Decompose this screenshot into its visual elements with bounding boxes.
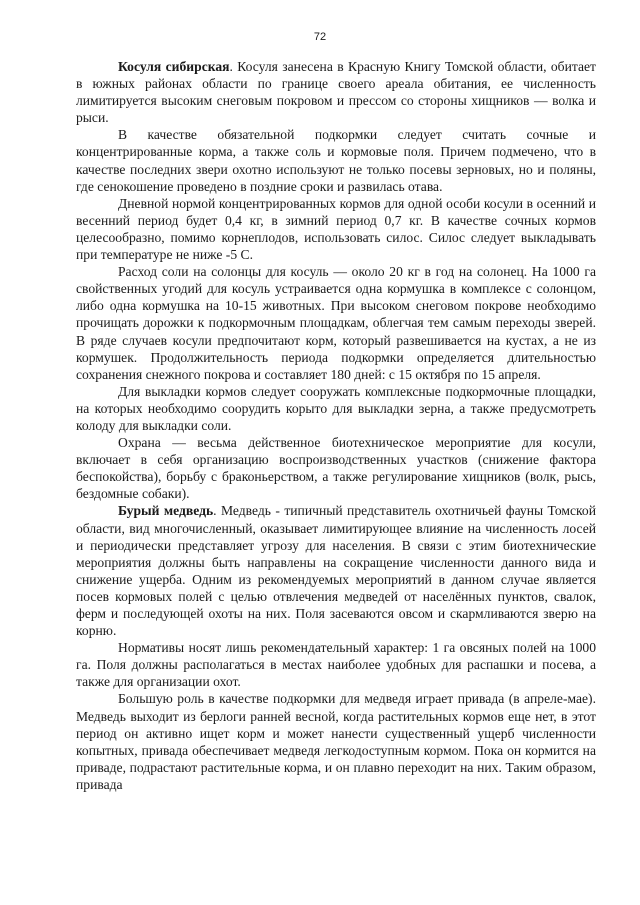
paragraph-text: . Медведь - типичный представитель охотничьей фауны Томской области, вид многочисленный, оказывает лимитирующее влияние на численность лосей и периодически представляет угрозу для населения. В связи с этим биотехнические мероприятия должны быть направлены на сокращение численности данного вида и снижение ущерба. Одним из рекомендуемых мероприятий в данном случае является посев кормовых полей с целью отвлечения медведей от населённых пунктов, свалок, ферм и последующей охоты на них. Поля засеваются овсом и скармливаются зверю на корню. <box>76 503 596 639</box>
paragraph-heading: Косуля сибирская <box>118 59 230 74</box>
paragraph <box>76 690 596 793</box>
paragraph <box>76 126 596 194</box>
page-number: 72 <box>313 31 327 43</box>
paragraph <box>76 263 596 383</box>
paragraph-brown-bear <box>76 502 596 639</box>
paragraph-roe-deer <box>76 58 596 126</box>
paragraph <box>76 639 596 690</box>
paragraph-text: Большую роль в качестве подкормки для медведя играет привада (в апреле-мае). Медведь выходит из берлоги ранней весной, когда растительных кормов еще нет, в этот период он активно ищет корм и может нанести существенный ущерб численности копытных, привада обеспечивает медведя легкодоступным кормом. Пока он кормится на приваде, подрастают растительные корма, и он плавно переходит на них. Таким образом, привада <box>76 691 596 792</box>
paragraph-text: Для выкладки кормов следует сооружать комплексные подкормочные площадки, на которых необходимо соорудить корыто для выкладки зерна, а также предусмотреть колоду для выкладки соли. <box>76 383 596 433</box>
paragraph <box>76 434 596 502</box>
paragraph-text: Расход соли на солонцы для косуль — около 20 кг в год на солонец. На 1000 га свойственных угодий для косуль устраивается одна кормушка в комплексе с солонцом, либо одна кормушка на 10-15 животных. При высоком снеговом покрове необходимо прочищать дорожки к подкормочным площадкам, облегчая тем самым переходы зверей. В ряде случаев косули предпочитают корм, который развешивается на кустах, а не из кормушек. Продолжительность периода подкормки определяется длительностью сохранения снежного покрова и составляет 180 дней: с 15 октября по 15 апреля. <box>76 264 596 382</box>
paragraph-text: . Косуля занесена в Красную Книгу Томской области, обитает в южных районах области по границе своего ареала обитания, ее численность лимитируется высоким снеговым покровом и прессом со стороны хищников — волка и рыси. <box>76 59 596 126</box>
paragraph <box>76 383 596 434</box>
paragraph <box>76 195 596 263</box>
text-body <box>76 58 596 793</box>
paragraph-text: Охрана — весьма действенное биотехническое мероприятие для косули, включает в себя организацию воспроизводственных участков (снижение фактора беспокойства), борьбу с браконьерством, а также регулирование хищников (волк, рысь, бездомные собаки). <box>76 435 596 502</box>
paragraph-heading: Бурый медведь <box>118 503 214 519</box>
paragraph-text: Нормативы носят лишь рекомендательный характер: 1 га овсяных полей на 1000 га. Поля должны располагаться в местах наиболее удобных для распашки и посева, а также для организации охот. <box>76 640 596 690</box>
paragraph-text: В качестве обязательной подкормки следует считать сочные и концентрированные корма, а также соль и кормовые поля. Причем подмечено, что в качестве последних звери охотно используют не только посевы зерновых, но и поляны, где сенокошение проведено в поздние сроки и развилась отава. <box>76 127 596 194</box>
paragraph-text: Дневной нормой концентрированных кормов для одной особи косули в осенний и весенний период будет 0,4 кг, в зимний период 0,7 кг. В качестве сочных кормов целесообразно, помимо корнеплодов, использовать силос. Силос следует выкладывать при температуре не ниже -5 С. <box>76 195 596 263</box>
